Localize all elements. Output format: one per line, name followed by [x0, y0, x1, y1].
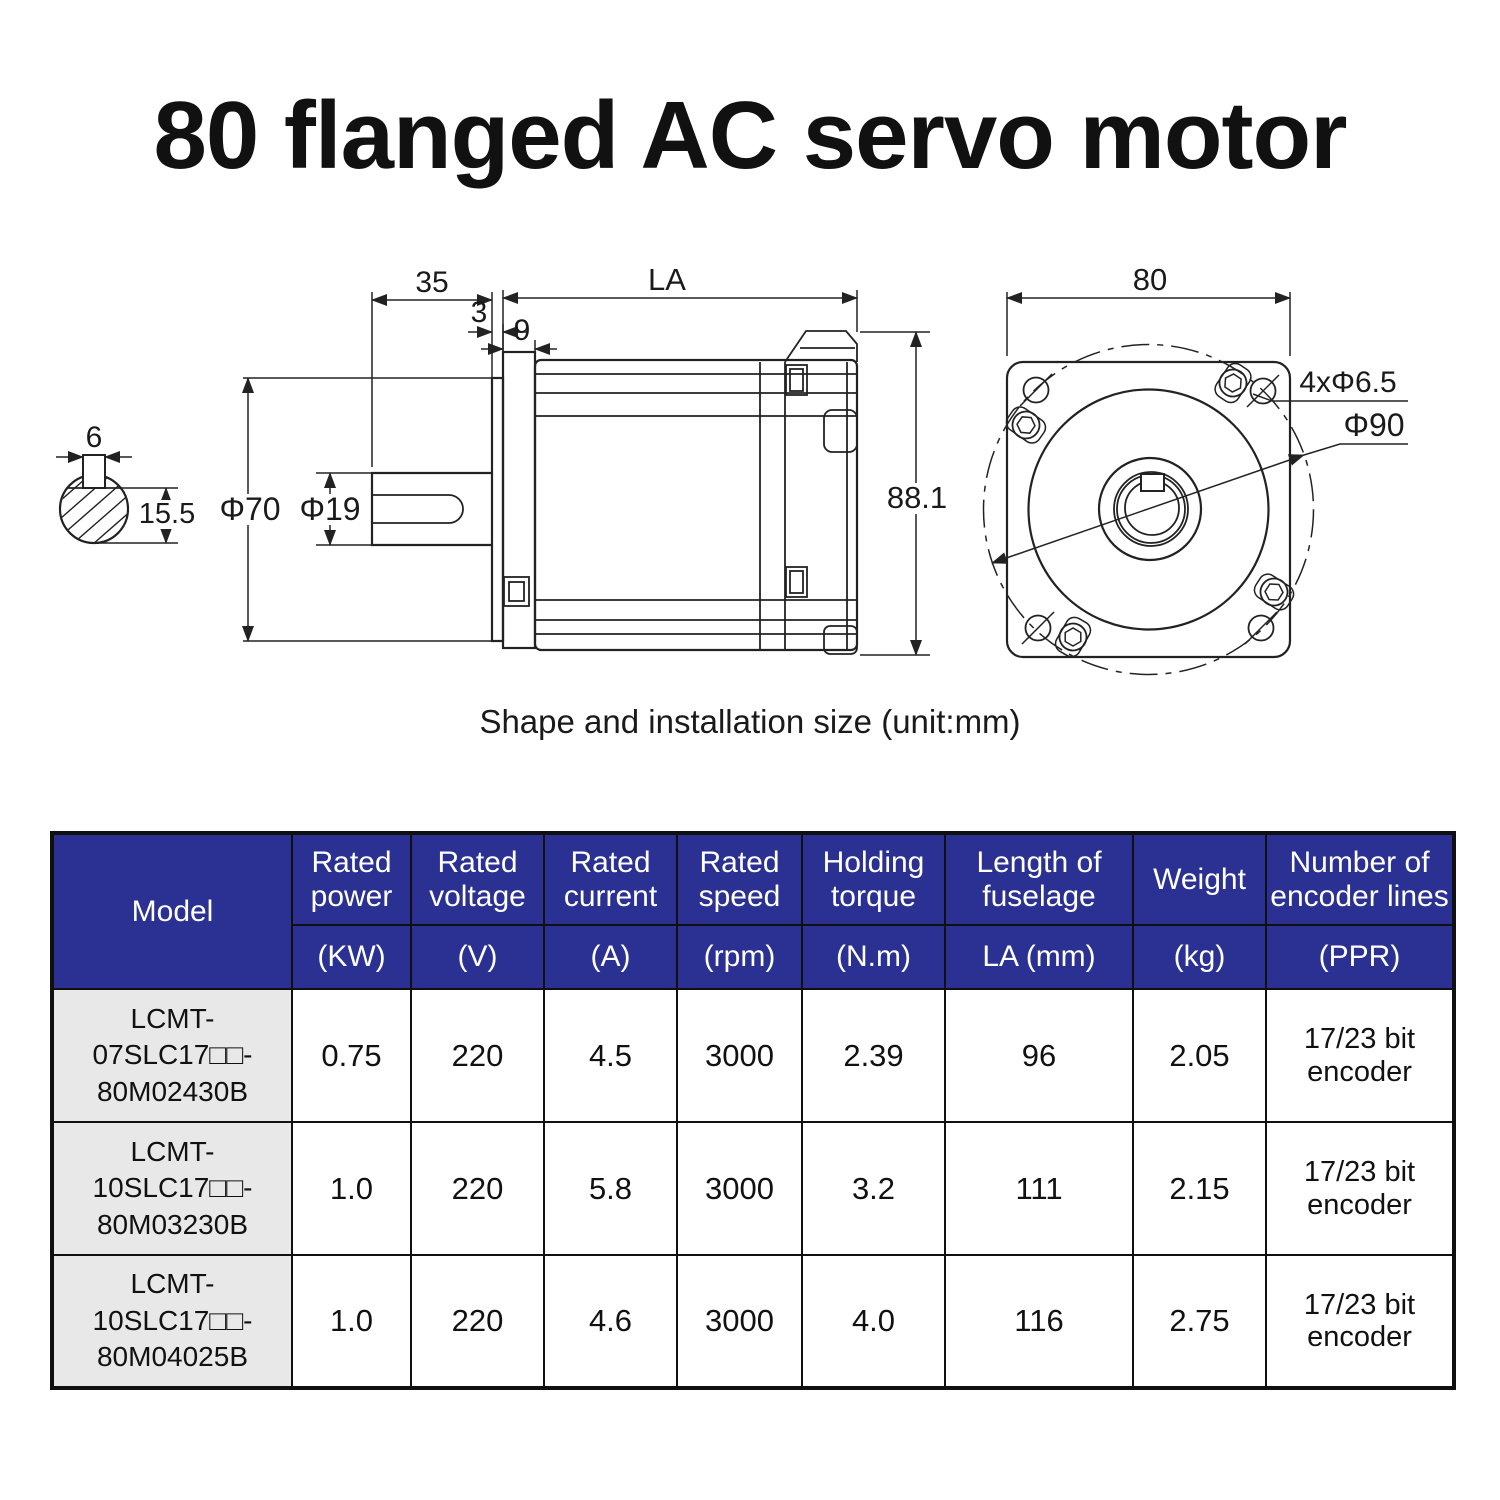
drawing-caption: Shape and installation size (unit:mm): [479, 703, 1021, 740]
front-keyway: [1141, 474, 1164, 491]
value-cell: 2.39: [802, 989, 945, 1122]
value-cell: 1.0: [292, 1255, 411, 1388]
value-cell: 1.0: [292, 1122, 411, 1255]
dim-body-length: [503, 262, 857, 352]
front-view: [984, 262, 1409, 675]
value-cell: 3000: [677, 1255, 802, 1388]
flange-boss: [492, 378, 503, 641]
value-cell: 4.0: [802, 1255, 945, 1388]
model-cell: [52, 1122, 292, 1255]
header-length-fuselage: Length of fuselage: [945, 833, 1133, 925]
header-weight: Weight: [1133, 833, 1266, 925]
model-line: 80M04025B: [96, 1341, 248, 1373]
hex-screws: [1003, 360, 1298, 661]
model-line: 80M02430B: [96, 1075, 248, 1107]
model-cell: [52, 1255, 292, 1388]
value-cell: 220: [411, 989, 544, 1122]
model-cell: [52, 989, 292, 1122]
value-cell: 116: [945, 1255, 1133, 1388]
motor-shaft: [372, 473, 492, 545]
model-line: 10SLC17□□-: [92, 1304, 253, 1336]
model-line: 10SLC17□□-: [92, 1172, 253, 1204]
unit-rated-voltage: (V): [411, 925, 544, 989]
value-cell: 220: [411, 1255, 544, 1388]
svg-text:9: 9: [513, 314, 531, 347]
model-line: 07SLC17□□-: [92, 1039, 253, 1071]
value-cell: 2.05: [1133, 989, 1266, 1122]
label-bolt-holes: [1253, 366, 1408, 401]
unit-holding-torque: (N.m): [802, 925, 945, 989]
side-view: [45, 262, 948, 655]
svg-text:4xΦ6.5: 4xΦ6.5: [1299, 366, 1397, 399]
value-cell: 3.2: [802, 1122, 945, 1255]
unit-weight: (kg): [1133, 925, 1266, 989]
unit-rated-speed: (rpm): [677, 925, 802, 989]
spec-table: [50, 831, 1456, 1390]
header-model: Model: [52, 833, 292, 989]
header-rated-power: Rated power: [292, 833, 411, 925]
header-rated-voltage: Rated voltage: [411, 833, 544, 925]
unit-rated-current: (A): [544, 925, 677, 989]
value-cell: 2.15: [1133, 1122, 1266, 1255]
encoder-cell: 17/23 bit encoder: [1266, 989, 1454, 1122]
encoder-cell: 17/23 bit encoder: [1266, 1122, 1454, 1255]
value-cell: 0.75: [292, 989, 411, 1122]
table-row: [52, 1122, 1454, 1255]
model-line: LCMT-: [130, 1002, 215, 1034]
model-line: LCMT-: [130, 1135, 215, 1167]
table-row: [52, 989, 1454, 1122]
encoder-cell: 17/23 bit encoder: [1266, 1255, 1454, 1388]
value-cell: 4.5: [544, 989, 677, 1122]
value-cell: 220: [411, 1122, 544, 1255]
value-cell: 96: [945, 989, 1133, 1122]
dim-shaft-dia: [299, 473, 372, 545]
flange-plate: [503, 352, 535, 648]
svg-text:Φ90: Φ90: [1343, 407, 1405, 443]
header-rated-current: Rated current: [544, 833, 677, 925]
dim-flange-width: [1007, 262, 1290, 356]
model-line: LCMT-: [130, 1268, 215, 1300]
page-title: 80 flanged AC servo motor: [153, 82, 1347, 189]
svg-text:3: 3: [470, 296, 488, 329]
value-cell: 2.75: [1133, 1255, 1266, 1388]
value-cell: 3000: [677, 989, 802, 1122]
svg-text:80: 80: [1132, 262, 1168, 297]
dim-keyway-width: [56, 421, 132, 457]
unit-rated-power: (KW): [292, 925, 411, 989]
unit-length-fuselage: LA (mm): [945, 925, 1133, 989]
table-row: [52, 1255, 1454, 1388]
svg-text:88.1: 88.1: [886, 480, 948, 515]
value-cell: 4.6: [544, 1255, 677, 1388]
svg-text:35: 35: [415, 266, 449, 299]
motor-body: [504, 331, 857, 654]
unit-encoder-lines: (PPR): [1266, 925, 1454, 989]
svg-text:LA: LA: [648, 262, 686, 297]
header-encoder-lines: Number of encoder lines: [1266, 833, 1454, 925]
svg-text:Φ19: Φ19: [299, 491, 361, 527]
dim-body-height: [860, 332, 948, 655]
value-cell: 5.8: [544, 1122, 677, 1255]
svg-text:Φ70: Φ70: [219, 491, 281, 527]
technical-drawing: [0, 0, 1500, 700]
model-line: 80M03230B: [96, 1208, 248, 1240]
svg-text:15.5: 15.5: [138, 498, 196, 530]
value-cell: 3000: [677, 1122, 802, 1255]
svg-text:6: 6: [85, 421, 103, 454]
label-bolt-circle: [992, 407, 1408, 563]
header-holding-torque: Holding torque: [802, 833, 945, 925]
dim-key-flat-height: [96, 488, 195, 543]
value-cell: 111: [945, 1122, 1133, 1255]
header-rated-speed: Rated speed: [677, 833, 802, 925]
